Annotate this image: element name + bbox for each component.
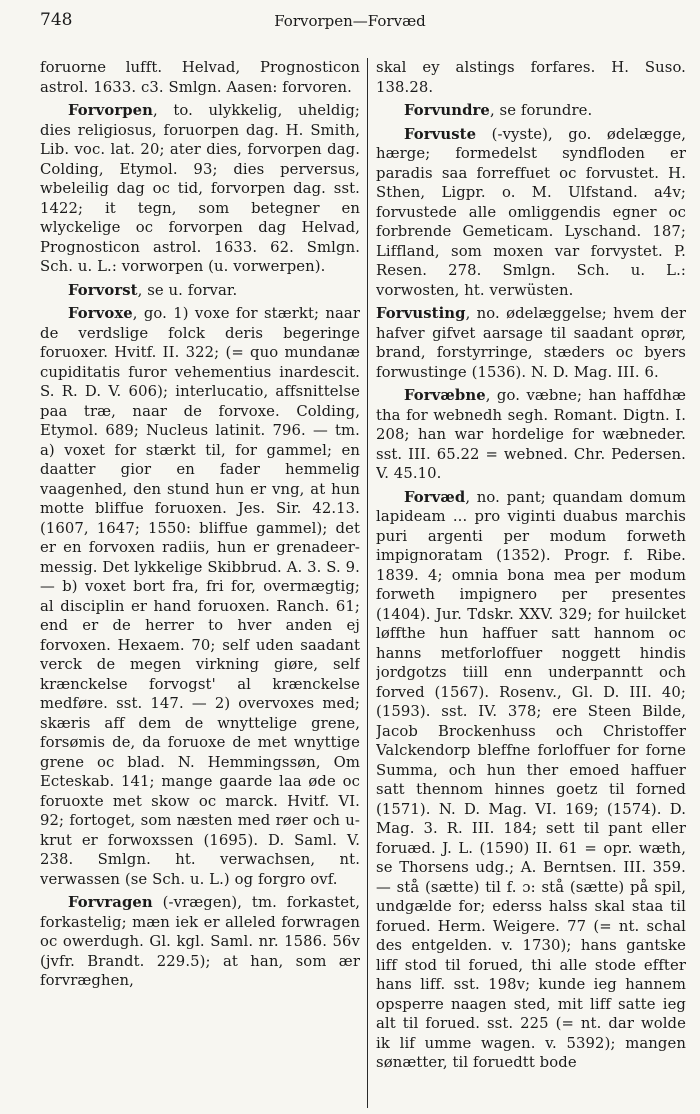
dictionary-entry [376, 58, 686, 97]
dictionary-entry [40, 58, 360, 97]
page-header [0, 8, 700, 38]
entry-text: , go. væbne; han haffdhæ tha for webnedh segh. Romant. Digtn. I. 208; han war hordelige for wæbneder. sst. III. 65.22 = webned. Chr. Pedersen. V. 45.10. [376, 387, 686, 482]
running-title: Forvorpen—Forvæd [274, 12, 426, 30]
entry-headword: Forvoxe [68, 305, 133, 322]
entry-text: , no. pant; quandam domum lapideam ... pro viginti duabus marchis puri argenti per modum forweth impignoratam (1352). Progr. f. Ribe. 1839. 4; omnia bona mea per modum forweth impignero per presentes (1404). Jur. Tdskr. XXV. 329; for huilcket løffthe hun haffuer satt hannom oc hanns metforloffuer noggett hindis jordgotzs tiill enn underpanntt och forved (1567). Rosenv., Gl. D. III. 40; (1593). sst. IV. 378; ere Steen Bilde, Jacob Brockenhuss och Christoffer Valckendorp bleffne forloffuer for forne Summa, och hun ther emoed haffuer satt thennom hinnes goetz til forned (1571). N. D. Mag. VI. 169; (1574). D. Mag. 3. R. III. 184; sett til pant eller foruæd. J. L. (1590) II. 61 = opr. wæth, se Thorsens udg.; A. Berntsen. III. 359. — stå (sætte) til f. ɔ: stå (sætte) på spil, undgælde for; ederss halss skal staa til forued. Herm. Weigere. 77 (= nt. schal des entgelden. v. 1730); hans gantske liff stod til forued, thi alle stode effter hans liff. sst. 198v; kunde ieg hannem opsperre naagen sted, mit liff satte ieg alt til forued. sst. 225 (= nt. dar wolde ik lif umme wagen. v. 5392); mangen sønætter, til foruedtt bode [376, 488, 686, 1071]
entry-headword: Forvuste [404, 125, 477, 143]
entry-headword: Forvundre [404, 102, 490, 119]
entry-headword: Forvæbne [404, 387, 486, 404]
dictionary-entry [376, 386, 686, 484]
entry-text: , se u. forvar. [137, 281, 238, 299]
entry-text: , se forundre. [489, 102, 593, 119]
entry-headword: Forvragen [68, 894, 153, 911]
right-column [376, 58, 686, 1108]
entry-headword: Forvæd [404, 488, 466, 506]
entry-text: (-vrægen), tm. forkastet, forkastelig; mæn iek er alleled forwragen oc owerdugh. Gl. kgl. Saml. nr. 1586. 56v (jvfr. Brandt. 229.5); at han, som ær forvræghen, [40, 894, 360, 989]
entry-headword: Forvorpen [68, 102, 154, 119]
entry-text: , go. 1) voxe for stærkt; naar de verdslige folck deris begeringe foruoxer. Hvitf. II. 322; (= quo mundanæ cupiditatis furor vehementius inardescit. S. R. D. V. 606); interlucatio, affsnittelse paa træ, naar de forvoxe. Colding, Etymol. 689; Nucleus latinit. 796. — tm. a) voxet for stærkt til, for gammel; en daatter gior en fader hemmelig vaagenhed, den stund hun er vng, at hun motte bliffue foruoxen. Jes. Sir. 42.13. (1607, 1647; 1550: bliffue gammel); det er en forvoxen radiis, hun er grenadeer-messig. Det lykkelige Skibbrud. A. 3. S. 9. — b) voxet bort fra, fri for, overmægtig; al disciplin er hand foruoxen. Ranch. 61; end er de herrer to hver anden ej forvoxen. Hexaem. 70; self uden saadant verck de megen virkning giøre, self krænckelse forvogst' al krænckelse medføre. sst. 147. — 2) overvoxes med; skæris aff dem de wnyttelige grene, forsømis de, da foruoxe de met wnyttige grene oc blad. N. Hemmingssøn, Om Ecteskab. 141; mange gaarde laa øde oc foruoxte met skow oc marck. Hvitf. VI. 92; fortoget, som næsten med røer och u-krut er forwoxssen (1695). D. Saml. V. 238. Smlgn. ht. verwachsen, nt. verwassen (se Sch. u. L.) og forgro ovf. [40, 305, 360, 888]
entry-text: foruorne lufft. Helvad, Prognosticon astrol. 1633. c3. Smlgn. Aasen: forvoren. [40, 59, 360, 96]
entry-headword: Forvusting [376, 305, 466, 322]
column-divider [367, 58, 368, 1108]
entry-headword: Forvorst [68, 281, 138, 299]
dictionary-entry [40, 101, 360, 277]
entry-text: skal ey alstings forfares. H. Suso. 138.28. [376, 59, 686, 96]
dictionary-entry [376, 101, 686, 121]
dictionary-entry [376, 125, 686, 301]
dictionary-entry [376, 488, 686, 1073]
dictionary-entry [376, 304, 686, 382]
left-column [40, 58, 360, 1108]
dictionary-entry [40, 893, 360, 991]
dictionary-entry [40, 304, 360, 889]
dictionary-entry [40, 281, 360, 301]
entry-text: (-vyste), go. ødelægge, hærge; formedelst syndfloden er paradis saa forreffuet oc forvustet. H. Sthen, Ligpr. o. M. Ulfstand. a4v; forvustede alle omliggendis egner oc forbrende Gemeticam. Lyschand. 187; Liffland, som moxen var forvystet. P. Resen. 278. Smlgn. Sch. u. L.: vorwosten, ht. verwüsten. [376, 125, 686, 299]
page-number: 748 [40, 10, 73, 30]
entry-text: , to. ulykkelig, uheldig; dies religiosus, foruorpen dag. H. Smith, Lib. voc. lat. 20; ater dies, forvorpen dag. Colding, Etymol. 93; dies perversus, wbeleilig dag oc tid, forvorpen dag. sst. 1422; it tegn, som betegner en wlyckelige oc forvorpen dag Helvad, Prognosticon astrol. 1633. 62. Smlgn. Sch. u. L.: vorworpen (u. vorwerpen). [40, 102, 360, 275]
entry-text: , no. ødelæggelse; hvem der hafver gifvet aarsage til saadant oprør, brand, forstyrringe, stæders oc byers forwustinge (1536). N. D. Mag. III. 6. [376, 305, 686, 381]
